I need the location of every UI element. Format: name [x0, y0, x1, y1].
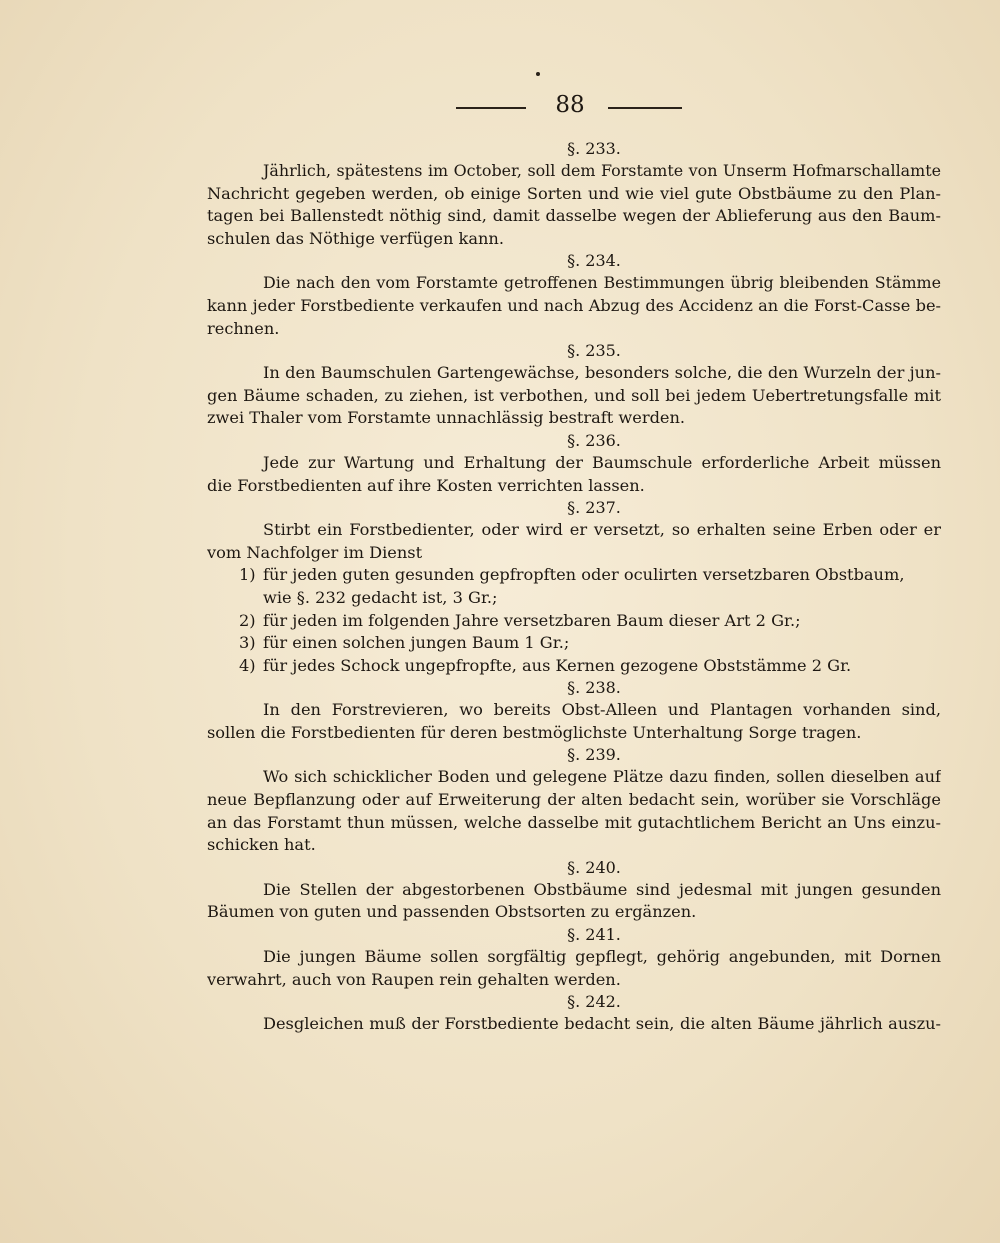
section-heading: §. 233. [567, 139, 621, 158]
text-line: Die jungen Bäume sollen sorgfältig gepflegt, gehörig angebunden, mit Dornen [263, 947, 941, 967]
text-line: Jede zur Wartung und Erhaltung der Baumschule erforderliche Arbeit müssen [263, 452, 941, 472]
text-line: verwahrt, auch von Raupen rein gehalten werden. [207, 969, 621, 989]
text-line: Wo sich schicklicher Boden und gelegene Plätze dazu finden, sollen dieselben auf [263, 767, 941, 787]
list-item [207, 564, 941, 587]
text-line: zwei Thaler vom Forstamte unnachlässig bestraft werden. [207, 408, 686, 428]
text-line: Desgleichen muß der Forstbediente bedacht sein, die alten Bäume jährlich auszu- [263, 1014, 941, 1034]
page-number: 88 [555, 92, 585, 118]
list-item-text: wie §. 232 gedacht ist, 3 Gr.; [263, 587, 498, 607]
section-heading: §. 236. [567, 430, 621, 450]
list-item-number: 3) [239, 633, 256, 653]
text-line: rechnen. [207, 318, 280, 338]
list-item-text: für jedes Schock ungepfropfte, aus Kernen gezogene Obststämme 2 Gr. [263, 655, 852, 675]
section-heading: §. 239. [567, 745, 621, 765]
page-header [0, 92, 1000, 122]
list-item-text: für jeden guten gesunden gepfropften oder oculirten versetzbaren Obstbaum, [263, 565, 905, 585]
text-line: Die nach den vom Forstamte getroffenen Bestimmungen übrig bleibenden Stämme [263, 273, 941, 293]
text-line: In den Baumschulen Gartengewächse, besonders solche, die den Wurzeln der jun- [263, 363, 941, 383]
text-line: neue Bepflanzung oder auf Erweiterung der alten bedacht sein, worüber sie Vorschläge [207, 790, 941, 810]
section-heading: §. 242. [567, 992, 621, 1012]
list-item [207, 655, 941, 678]
list-item-number: 4) [239, 655, 256, 675]
text-line: kann jeder Forstbediente verkaufen und nach Abzug des Accidenz an die Forst-Casse be- [207, 295, 941, 315]
header-rule-right [608, 107, 682, 109]
list-item-continuation [207, 587, 941, 610]
list-item-number: 1) [239, 565, 256, 585]
text-line: vom Nachfolger im Dienst [207, 542, 423, 562]
text-line: In den Forstrevieren, wo bereits Obst-Alleen und Plantagen vorhanden sind, [263, 700, 941, 720]
section-heading: §. 241. [567, 925, 621, 945]
list-item [207, 610, 941, 633]
section-heading: §. 238. [567, 678, 621, 698]
text-line: an das Forstamt thun müssen, welche dasselbe mit gutachtlichem Bericht an Uns einzu- [207, 812, 941, 832]
text-line: schulen das Nöthige verfügen kann. [207, 228, 504, 248]
header-rule-left [456, 107, 526, 109]
section-heading: §. 235. [567, 341, 621, 361]
text-line: die Forstbedienten auf ihre Kosten verrichten lassen. [207, 475, 645, 495]
text-line: Jährlich, spätestens im October, soll dem Forstamte von Unserm Hofmarschallamte [263, 161, 941, 180]
section-heading: §. 237. [567, 498, 621, 518]
text-line: schicken hat. [207, 835, 316, 855]
list-item-text: für jeden im folgenden Jahre versetzbaren Baum dieser Art 2 Gr.; [263, 610, 801, 630]
body-text [207, 138, 941, 1036]
list-item [207, 632, 941, 655]
list-item-number: 2) [239, 610, 256, 630]
text-line: Die Stellen der abgestorbenen Obstbäume sind jedesmal mit jungen gesunden [263, 879, 941, 899]
text-line: gen Bäume schaden, zu ziehen, ist verbothen, und soll bei jedem Uebertretungsfalle mit [207, 385, 941, 405]
text-line: Stirbt ein Forstbedienter, oder wird er versetzt, so erhalten seine Erben oder er [263, 520, 941, 540]
ink-dot [536, 72, 540, 76]
text-line: Bäumen von guten und passenden Obstsorten zu ergänzen. [207, 902, 697, 922]
section-heading: §. 234. [567, 251, 621, 271]
text-line: tagen bei Ballenstedt nöthig sind, damit dasselbe wegen der Ablieferung aus den Baum- [207, 206, 941, 226]
text-line: Nachricht gegeben werden, ob einige Sorten und wie viel gute Obstbäume zu den Plan- [207, 183, 941, 203]
section-heading: §. 240. [567, 857, 621, 877]
text-line: sollen die Forstbedienten für deren bestmöglichste Unterhaltung Sorge tragen. [207, 722, 862, 742]
list-item-text: für einen solchen jungen Baum 1 Gr.; [263, 633, 570, 653]
